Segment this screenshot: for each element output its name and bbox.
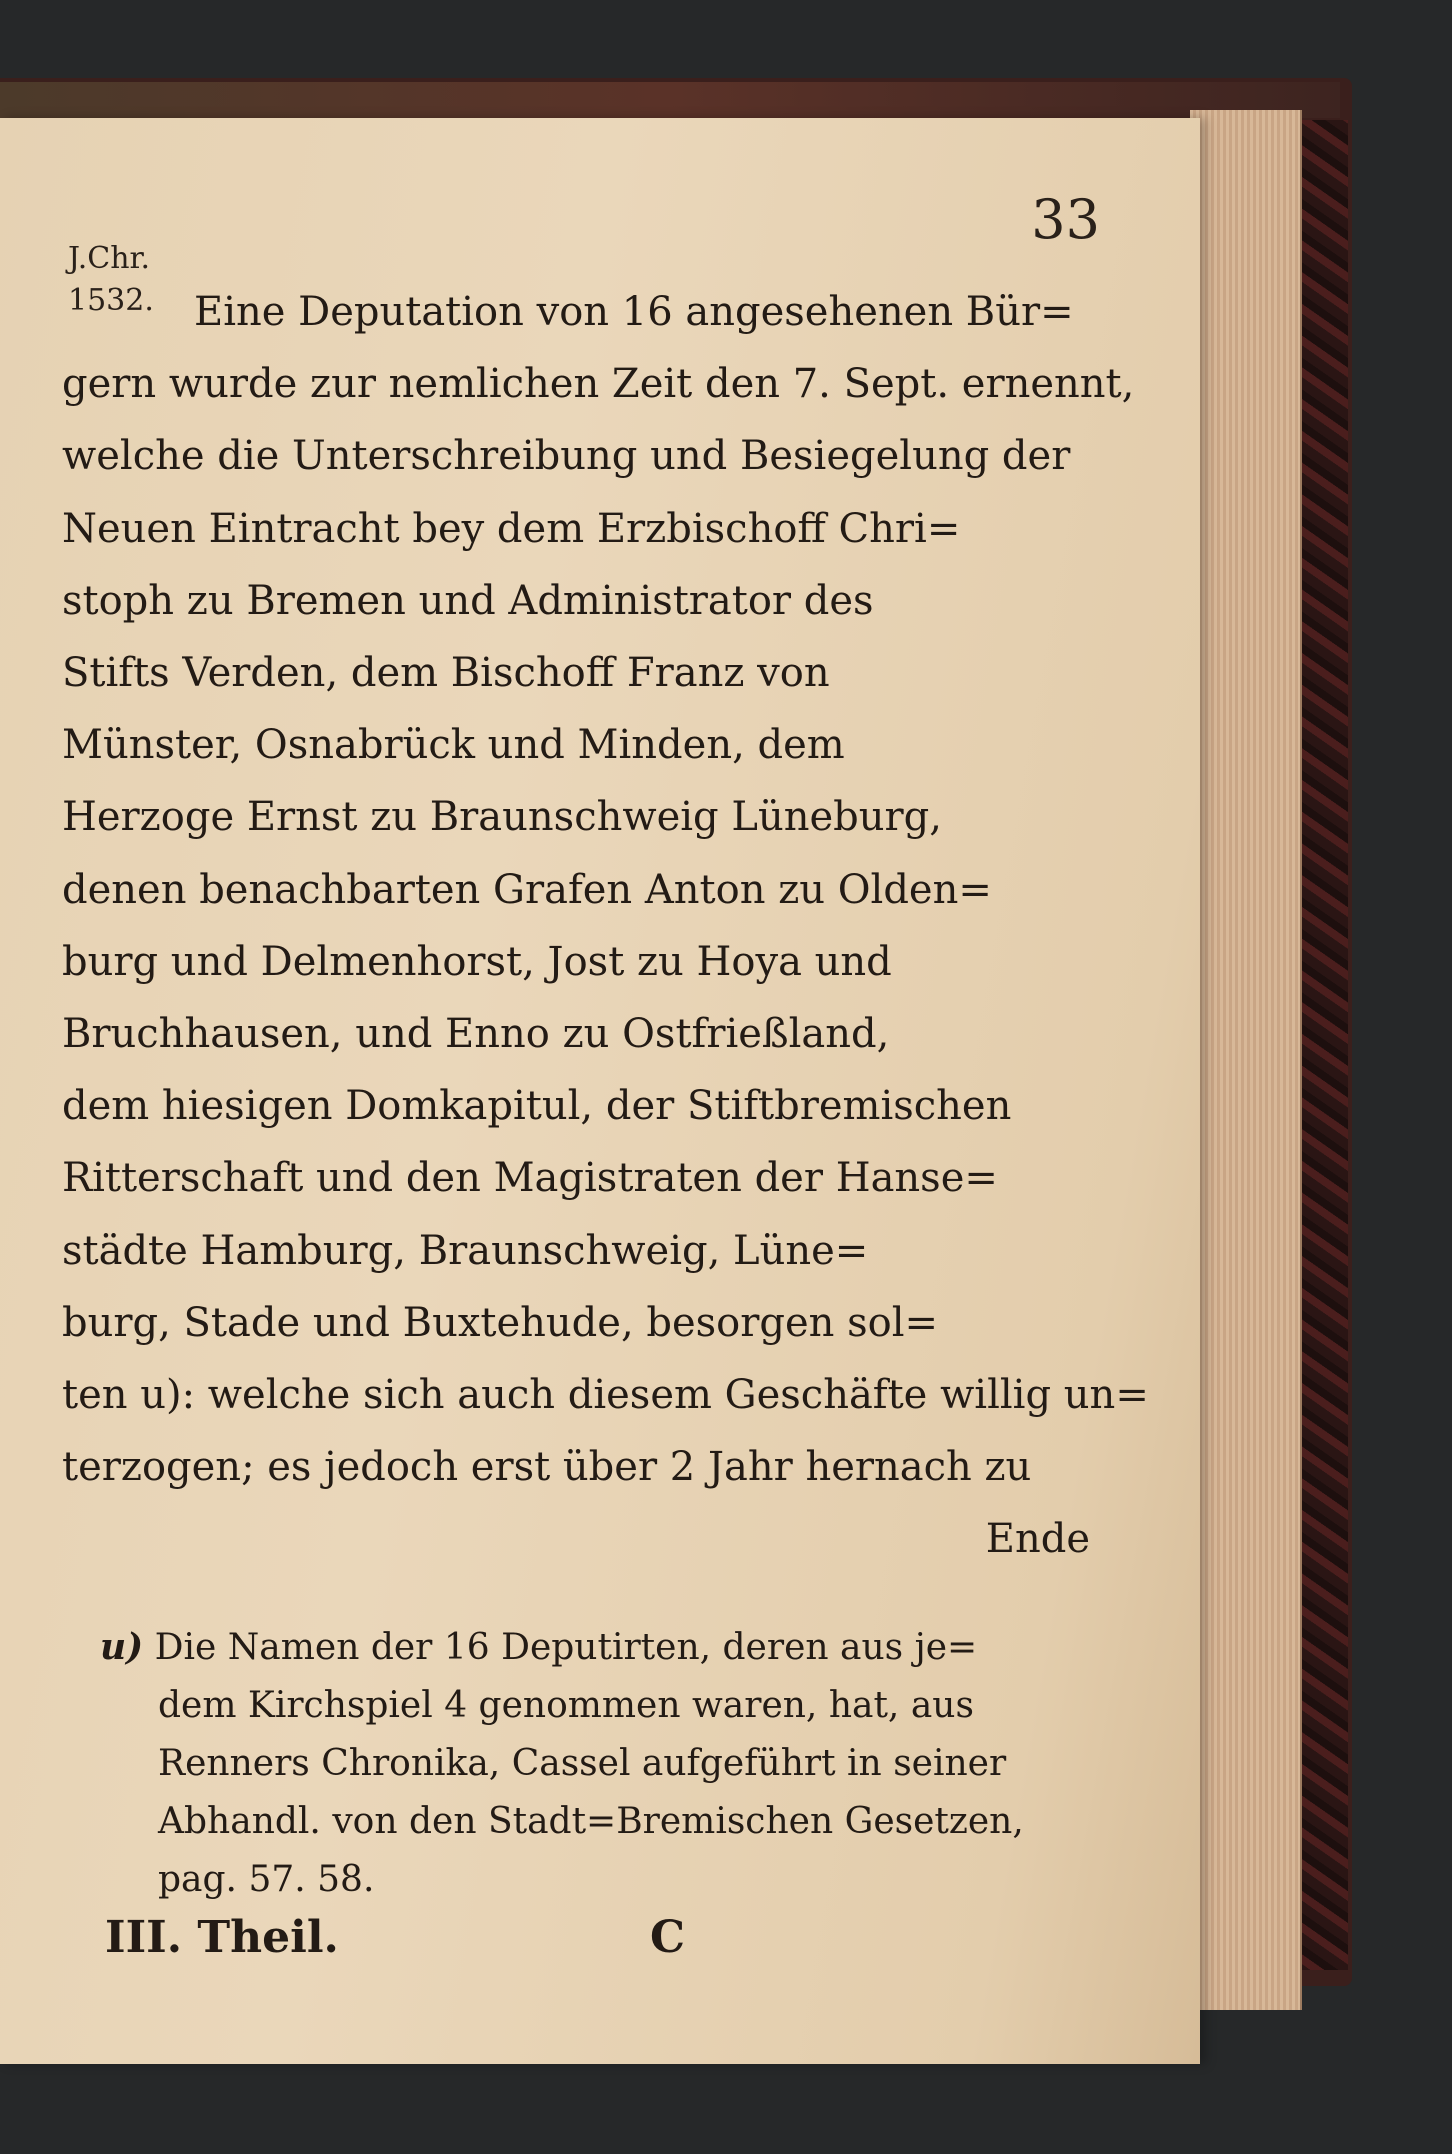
footnote-line <box>100 1618 1090 1677</box>
text-line: Eine Deputation von 16 angesehenen Bür= <box>194 289 1074 335</box>
footnote-line: Abhandl. von den Stadt=Bremischen Gesetzen, <box>158 1801 1024 1842</box>
text-line: Neuen Eintracht bey dem Erzbischoff Chri= <box>62 505 961 552</box>
footnote-text: Die Namen der 16 Deputirten, deren aus je= <box>154 1627 978 1668</box>
page-footer <box>105 1912 1085 1972</box>
volume-part-label: III. Theil. <box>105 1912 339 1963</box>
body-text <box>62 276 1149 1576</box>
text-line: denen benachbarten Grafen Anton zu Olden= <box>62 866 992 913</box>
footnote-line: pag. 57. 58. <box>158 1859 375 1900</box>
footnote-line: Renners Chronika, Cassel aufgeführt in seiner <box>158 1743 1007 1784</box>
book-top-edge <box>0 82 1340 118</box>
text-line: terzogen; es jedoch erst über 2 Jahr hernach zu <box>62 1444 1032 1491</box>
text-line: städte Hamburg, Braunschweig, Lüne= <box>62 1227 869 1274</box>
text-line: dem hiesigen Domkapitul, der Stiftbremischen <box>62 1083 1012 1130</box>
margin-date-line: J.Chr. <box>68 241 151 276</box>
text-line: Stifts Verden, dem Bischoff Franz von <box>62 650 830 697</box>
signature-mark: C <box>650 1912 686 1963</box>
page-block-edge <box>1190 110 1302 2010</box>
text-line: Herzoge Ernst zu Braunschweig Lüneburg, <box>62 794 942 841</box>
text-line: ten u): welche sich auch diesem Geschäfte willig un= <box>62 1372 1149 1419</box>
text-line: Bruchhausen, und Enno zu Ostfrießland, <box>62 1011 890 1058</box>
footnote-line: dem Kirchspiel 4 genommen waren, hat, aus <box>158 1685 974 1726</box>
margin-date-line: 1532. <box>68 283 154 318</box>
footnote <box>100 1618 1090 1909</box>
catchword: Ende <box>985 1516 1090 1563</box>
text-line: burg, Stade und Buxtehude, besorgen sol= <box>62 1299 939 1346</box>
page-number: 33 <box>1031 188 1100 251</box>
text-line: Ritterschaft und den Magistraten der Hanse= <box>62 1155 998 1202</box>
text-line: welche die Unterschreibung und Besiegelung der <box>62 433 1071 480</box>
text-line: burg und Delmenhorst, Jost zu Hoya und <box>62 938 892 985</box>
text-line: gern wurde zur nemlichen Zeit den 7. Sept. ernennt, <box>62 361 1135 408</box>
text-line: stoph zu Bremen und Administrator des <box>62 577 874 624</box>
footnote-mark: u) <box>100 1626 144 1668</box>
text-line: Münster, Osnabrück und Minden, dem <box>62 722 845 769</box>
